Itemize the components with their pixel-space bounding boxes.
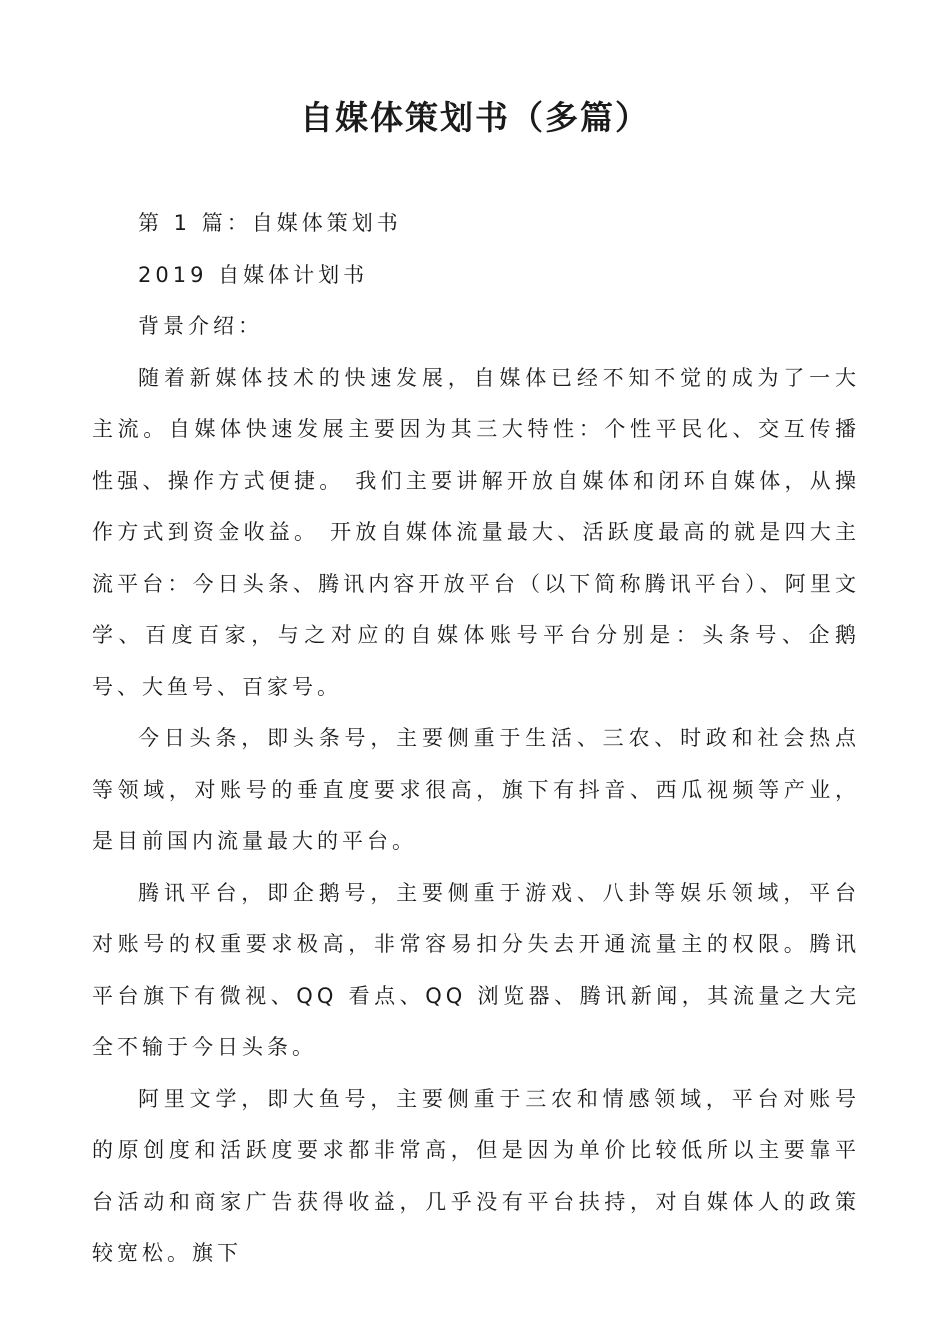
paragraph-section-heading: 第 1 篇：自媒体策划书 [138, 211, 402, 235]
paragraph-background-label: 背景介绍： [138, 314, 263, 338]
paragraph-tencent: 腾讯平台，即企鹅号，主要侧重于游戏、八卦等娱乐领域，平台对账号的权重要求极高，非常容易扣分失去开通流量主的权限。腾讯平台旗下有微视、QQ 看点、QQ 浏览器、腾讯新闻，其流量之大完全不输于今日头条。 [92, 880, 860, 1059]
document-body [92, 198, 860, 1280]
paragraph-toutiao: 今日头条，即头条号，主要侧重于生活、三农、时政和社会热点等领域，对账号的垂直度要求很高，旗下有抖音、西瓜视频等产业，是目前国内流量最大的平台。 [92, 726, 860, 853]
paragraph-background-intro: 随着新媒体技术的快速发展，自媒体已经不知不觉的成为了一大主流。自媒体快速发展主要因为其三大特性：个性平民化、交互传播性强、操作方式便捷。 我们主要讲解开放自媒体和闭环自媒体，从操作方式到资金收益。 开放自媒体流量最大、活跃度最高的就是四大主流平台：今日头条、腾讯内容开放平台（以下简称腾讯平台）、阿里文学、百度百家，与之对应的自媒体账号平台分别是：头条号、企鹅号、大鱼号、百家号。 [92, 365, 860, 699]
paragraph-subtitle: 2019 自媒体计划书 [138, 262, 369, 287]
paragraph-ali: 阿里文学，即大鱼号，主要侧重于三农和情感领域，平台对账号的原创度和活跃度要求都非常高，但是因为单价比较低所以主要靠平台活动和商家广告获得收益，几乎没有平台扶持，对自媒体人的政策较宽松。旗下 [92, 1086, 860, 1265]
document-title: 自媒体策划书（多篇） [300, 98, 650, 137]
